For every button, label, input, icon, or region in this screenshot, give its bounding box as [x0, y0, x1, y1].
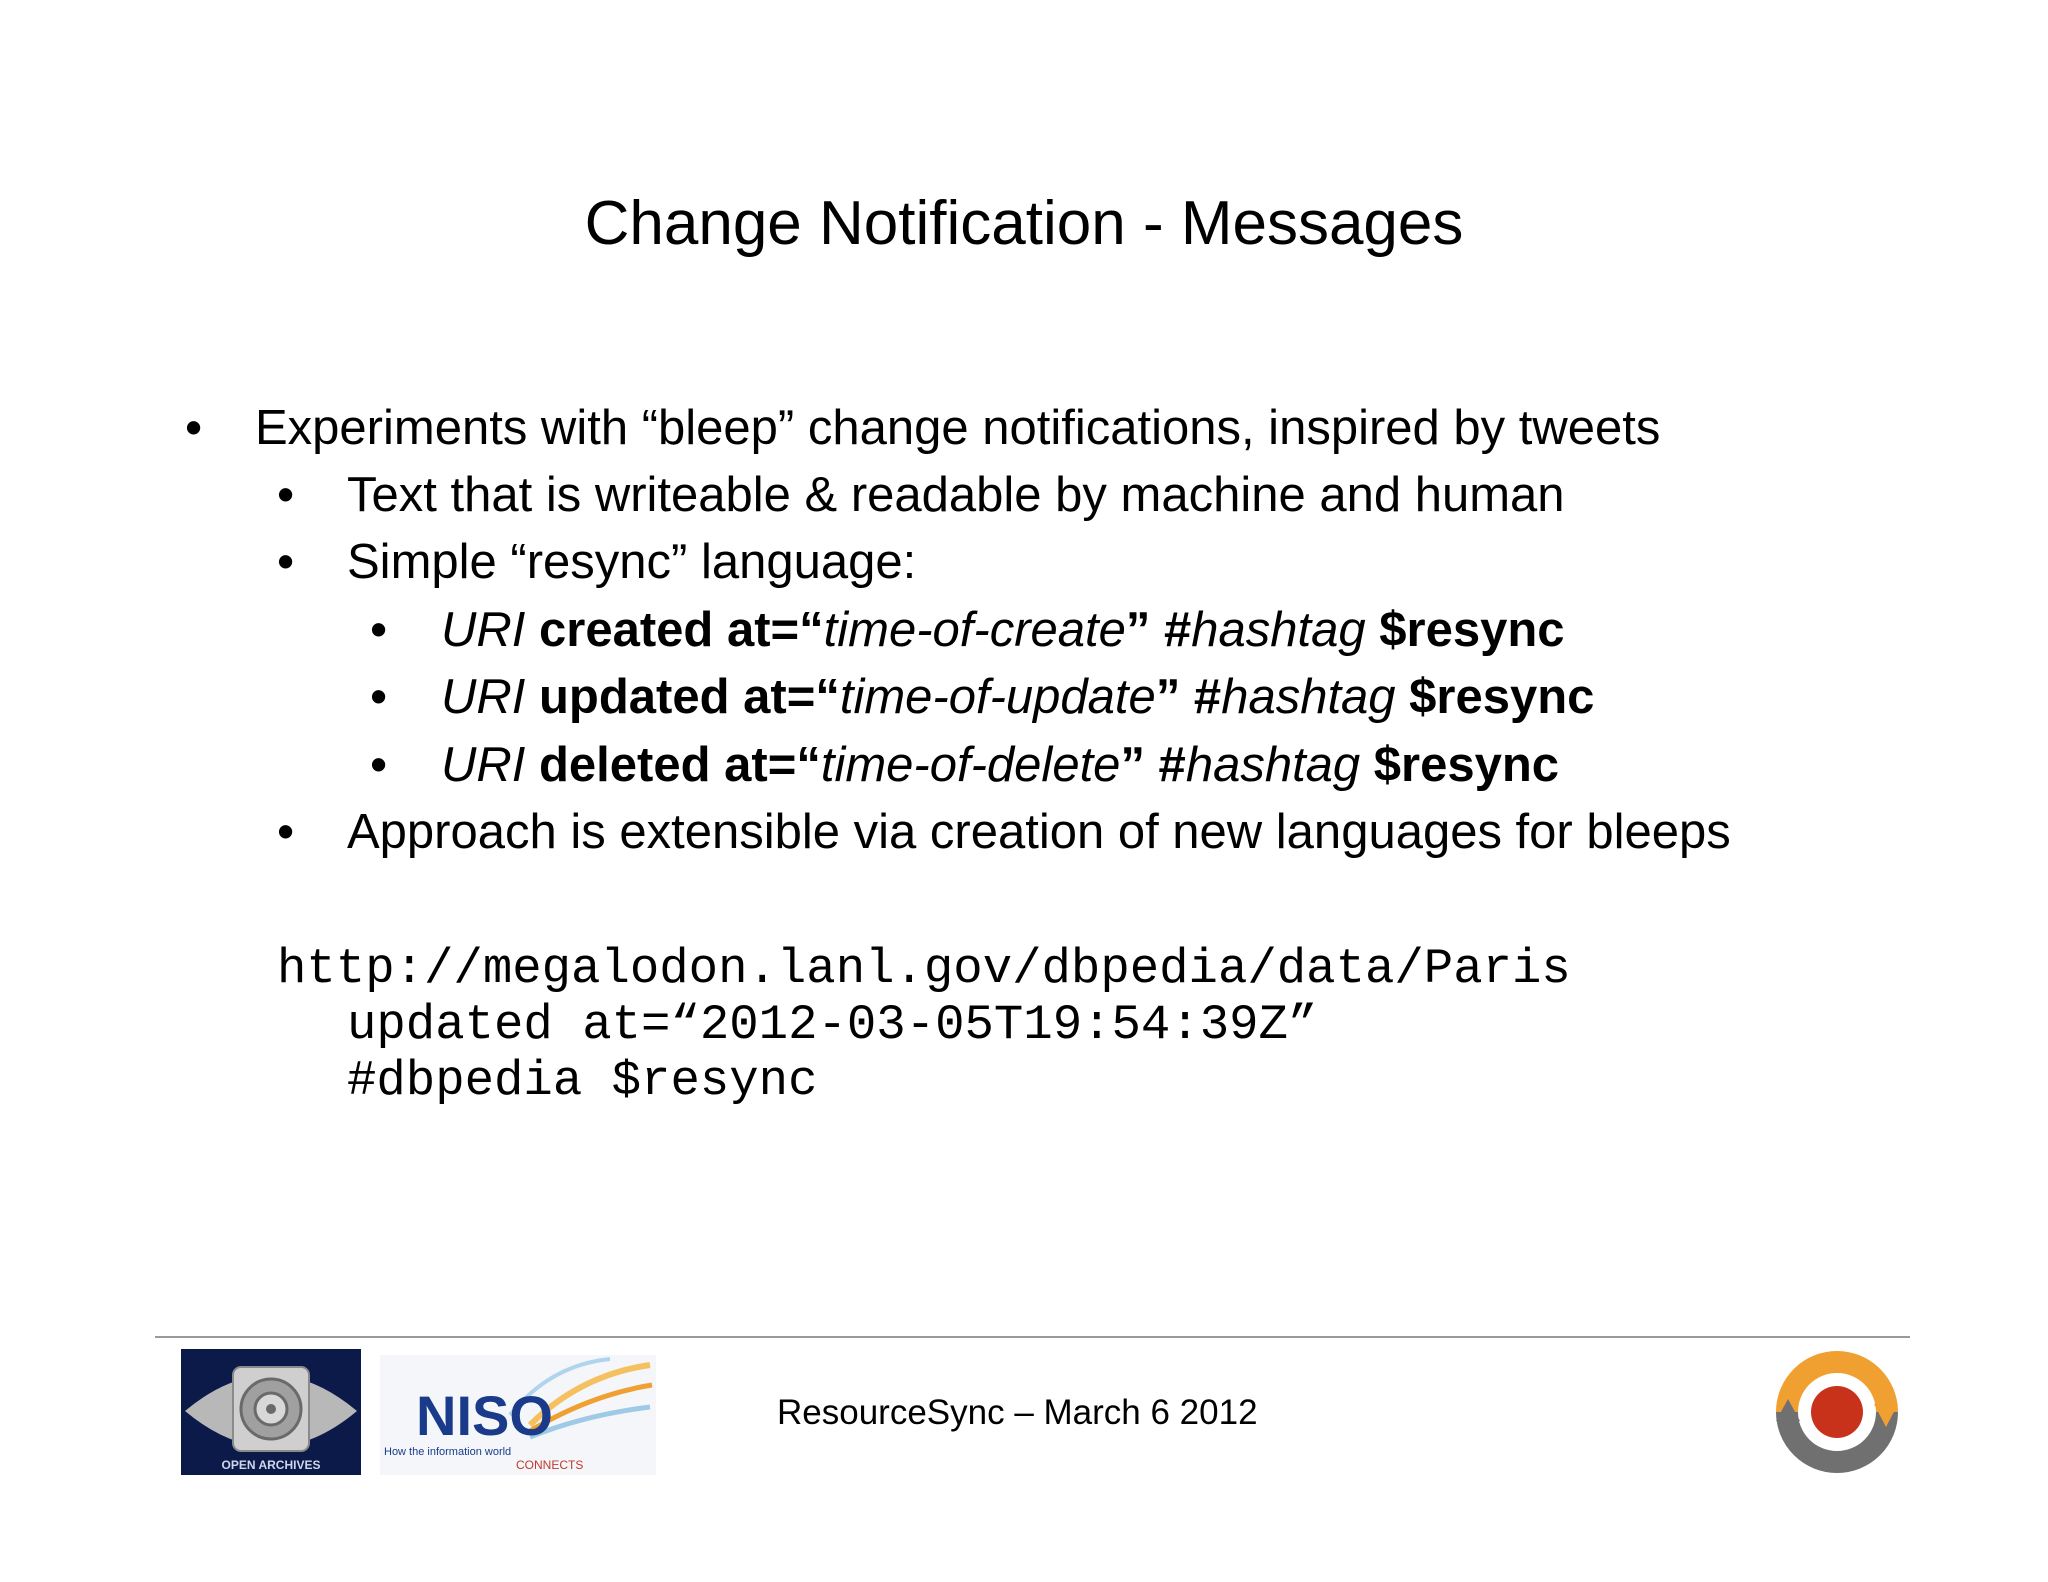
bullet-text: Approach is extensible via creation of new languages for bleeps: [347, 805, 1731, 859]
syntax-time: time-of-update: [839, 670, 1156, 724]
niso-name: NISO: [416, 1384, 553, 1447]
syntax-close: ” #: [1120, 738, 1186, 792]
syntax-close: ” #: [1155, 670, 1222, 724]
bullet-text-writeable: [277, 465, 1565, 525]
open-archives-label: OPEN ARCHIVES: [221, 1458, 321, 1472]
slide-title: Change Notification - Messages: [584, 189, 1464, 258]
syntax-updated: [370, 667, 1595, 727]
niso-tagline-2: CONNECTS: [516, 1458, 584, 1472]
bullet-dot: •: [185, 401, 203, 455]
footer-divider: [155, 1336, 1910, 1338]
bullet-extensible: [277, 802, 1731, 862]
example-tags: #dbpedia $resync: [347, 1053, 818, 1109]
syntax-deleted: [370, 735, 1560, 795]
open-archives-logo: [181, 1349, 361, 1475]
example-uri: http://megalodon.lanl.gov/dbpedia/data/Paris: [277, 941, 1571, 997]
syntax-resync: $resync: [1365, 603, 1565, 657]
syntax-hashtag: hashtag: [1191, 603, 1366, 657]
syntax-resync: $resync: [1360, 738, 1560, 792]
syntax-uri: URI: [441, 670, 526, 724]
syntax-created: [370, 600, 1565, 660]
syntax-uri: URI: [441, 738, 526, 792]
bullet-text: Simple “resync” language:: [347, 535, 917, 589]
niso-tagline: How the information world: [384, 1446, 512, 1458]
bullet-text: Experiments with “bleep” change notifications, inspired by tweets: [255, 401, 1661, 455]
syntax-hashtag: hashtag: [1185, 738, 1361, 792]
example-updated: updated at=“2012-03-05T19:54:39Z”: [347, 997, 1318, 1053]
bullet-dot: •: [277, 468, 295, 522]
bullet-dot: •: [277, 805, 295, 859]
bullet-dot: •: [370, 670, 388, 724]
syntax-resync: $resync: [1395, 670, 1595, 724]
syntax-hashtag: hashtag: [1221, 670, 1396, 724]
syntax-close: ” #: [1125, 603, 1192, 657]
syntax-op: updated at=“: [525, 670, 840, 724]
niso-logo: [380, 1355, 656, 1475]
footer-text: ResourceSync – March 6 2012: [777, 1393, 1258, 1432]
resourcesync-logo: [1774, 1349, 1900, 1475]
syntax-op: deleted at=“: [525, 738, 821, 792]
syntax-time: time-of-create: [823, 603, 1126, 657]
bullet-dot: •: [370, 738, 388, 792]
syntax-uri: URI: [441, 603, 526, 657]
bullet-text: Text that is writeable & readable by machine and human: [347, 468, 1565, 522]
syntax-op: created at=“: [525, 603, 824, 657]
bullet-simple-resync: [277, 532, 917, 592]
bullet-dot: •: [277, 535, 295, 589]
syntax-time: time-of-delete: [820, 738, 1121, 792]
bullet-dot: •: [370, 603, 388, 657]
bullet-experiments: [185, 398, 1661, 458]
